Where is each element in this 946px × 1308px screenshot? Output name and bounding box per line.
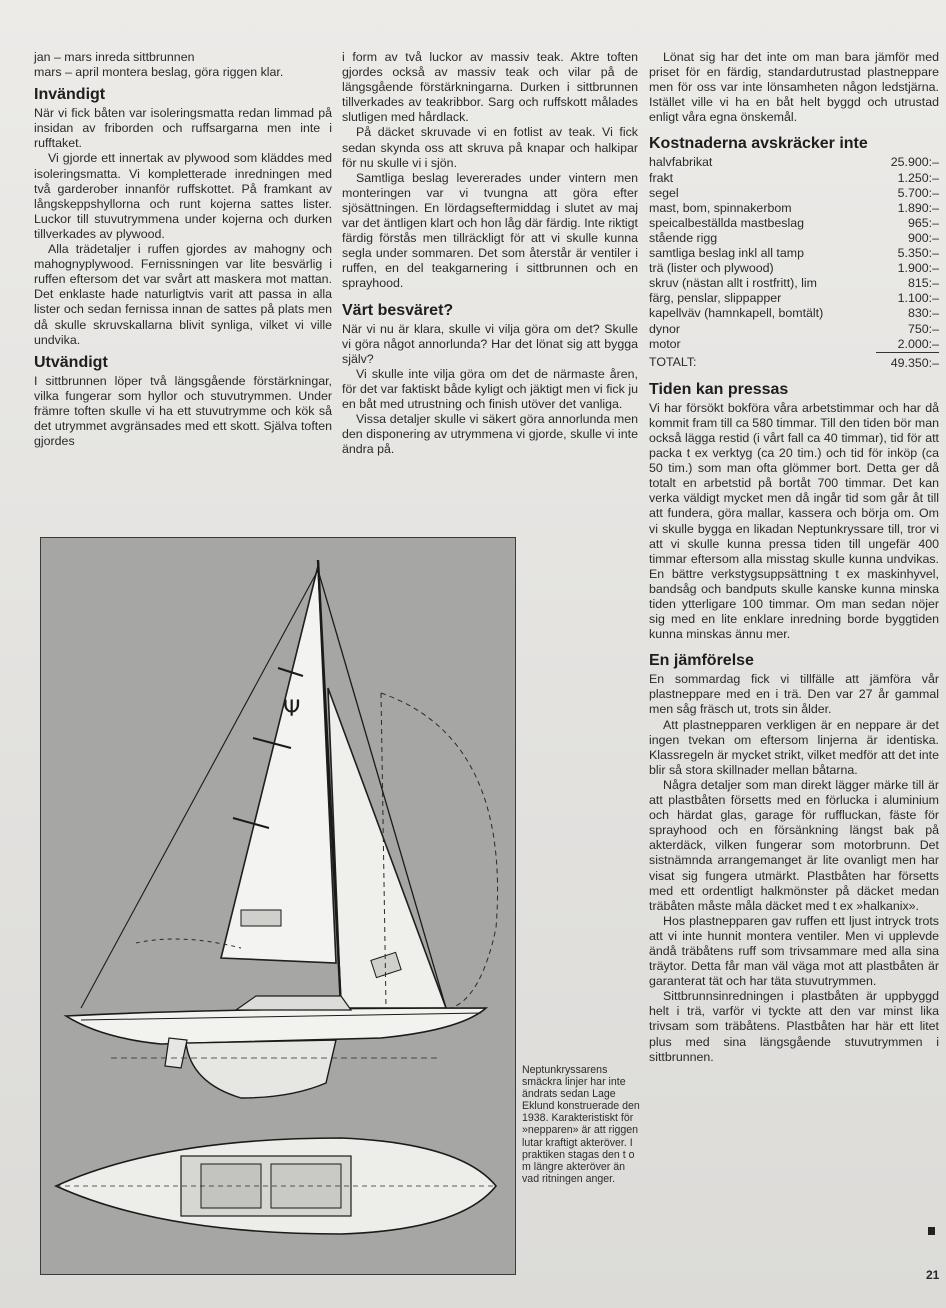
cost-label: skruv (nästan allt i rostfritt), lim <box>649 276 817 291</box>
paragraph: En sommardag fick vi tillfälle att jämföra vår plastneppare med en i trä. Den var 27 år gammal men såg fräsch ut, trots sin ålder. <box>649 672 939 717</box>
cost-label: halvfabrikat <box>649 155 713 170</box>
paragraph: Samtliga beslag levererades under vintern men monteringen var vi tvungna att göra efter sjösättningen. En lördagseftermiddag i slutet av maj var det äntligen klart och hon låg där färdig. Inte riktigt färdig förstås men tillräckligt för att vi skulle kunna segla under sommaren. Det som återstår är ventiler i ruffen, en del teakgarnering i sittbrunnen och en sprayhood. <box>342 170 638 291</box>
cost-row <box>649 322 939 337</box>
cost-label: motor <box>649 336 681 351</box>
heading-tiden: Tiden kan pressas <box>649 380 789 398</box>
cost-label: trä (lister och plywood) <box>649 261 774 276</box>
rudder <box>165 1038 187 1068</box>
paragraph: Att plastnepparen verkligen är en neppare är det ingen tvekan om eftersom linjerna är identiska. Klassregeln är mycket strikt, vilket medför att det inte blir så stora skillnader mellan båtarna. <box>649 717 939 777</box>
cost-amount: 750:– <box>907 321 939 336</box>
trident-icon: Ψ <box>283 697 301 722</box>
cost-label: frakt <box>649 170 674 185</box>
cost-row <box>649 186 939 201</box>
cost-total-label: TOTALT: <box>649 355 697 370</box>
cost-label: dynor <box>649 321 680 336</box>
paragraph: På däcket skruvade vi en fotlist av teak. Vi fick sedan skynda oss att skruva på knapar och halkipar för nu skulle vi i sjön. <box>342 125 638 170</box>
cost-amount: 815:– <box>907 276 939 291</box>
cost-label: samtliga beslag inkl all tamp <box>649 246 804 261</box>
keel <box>186 1040 336 1098</box>
cost-row <box>649 216 939 231</box>
cost-row <box>649 155 939 170</box>
page-number: 21 <box>926 1268 940 1282</box>
hull-profile <box>66 1008 486 1044</box>
cost-label: färg, penslar, slippapper <box>649 291 782 306</box>
end-mark-icon <box>928 1227 935 1235</box>
cost-amount: 830:– <box>907 306 939 321</box>
paragraph: Vi skulle inte vilja göra om det de närmaste åren, för det var faktiskt både kyligt och jäktigt men vi fick ju en båt med utrustning och finish utöver det vanliga. <box>342 366 638 411</box>
cost-amount: 25.900:– <box>890 155 939 170</box>
cost-amount: 1.100:– <box>897 291 939 306</box>
paragraph: När vi fick båten var isoleringsmatta redan limmad på insidan av friborden och ruffsargarna men inte i rufftaket. <box>34 106 332 151</box>
heading-utvandigt: Utvändigt <box>34 353 108 371</box>
cost-row <box>649 171 939 186</box>
cost-row <box>649 261 939 276</box>
cost-row <box>649 246 939 261</box>
heading-jamforelse: En jämförelse <box>649 652 754 670</box>
cost-amount: 965:– <box>907 215 939 230</box>
cost-label: kapellväv (hamnkapell, bomtält) <box>649 306 824 321</box>
cost-amount: 5.700:– <box>897 185 939 200</box>
heading-kostnader: Kostnaderna avskräcker inte <box>649 135 868 153</box>
cost-row <box>649 201 939 216</box>
paragraph: Sittbrunnsinredningen i plastbåten är uppbyggd helt i trä, varför vi tyckte att den var minst lika trivsam som träbåtens. Plastbåten har här ett litet plus med sina längsgående stuvutrymmen i sittbrunnen. <box>649 989 939 1064</box>
sailboat-drawing <box>40 537 516 1275</box>
cost-label: mast, bom, spinnakerbom <box>649 200 792 215</box>
paragraph: Lönat sig har det inte om man bara jämför med priset för en färdig, standardutrustad plastneppare men för oss var inte lönsamheten någon ledstjärna. Istället ville vi ha en båt helt byggd och utrustad enligt våra egna önskemål. <box>649 50 939 125</box>
cost-amount: 1.890:– <box>897 200 939 215</box>
paragraph: i form av två luckor av massiv teak. Aktre toften gjordes också av massiv teak och vilar på de längsgående förstärkningarna. Durken i sittbrunnen tillverkades av teakribbor. Sarg och ruffskott målades slutligen med hårdlack. <box>342 50 638 125</box>
paragraph: I sittbrunnen löper två längsgående förstärkningar, vilka fungerar som hyllor och stuvutrymmen. Under främre toften skulle vi ha ett stuvutrymme och kök så det utrymmet avgränsades med ett skott. Själva toften gjordes <box>34 373 332 449</box>
paragraph: Några detaljer som man direkt lägger märke till är att plastbåten försetts med en förlucka i aluminium och härdat glas, garage för ruffluckan, fäste för sprayhood och en försänkning längst bak på akterdäck, vilken fungerar som motorbrunn. Det sistnämnda arrangemanget är lite ovanligt men har visat sig fungera utmärkt. Plastbåten har försetts med ett ordentligt halkmönster på däcket medan träbåten måste måla däcket med t ex »halkanix». <box>649 777 939 913</box>
cost-row <box>649 276 939 291</box>
cost-label: segel <box>649 185 679 200</box>
work-schedule <box>34 50 332 80</box>
heading-vart-besvaret: Värt besväret? <box>342 301 454 319</box>
cost-row <box>649 306 939 321</box>
column-left <box>34 50 332 449</box>
figure-caption: Neptunkryssarens smäckra linjer har inte ändrats sedan Lage Eklund konstruerade den 1938. Karakteristiskt för »nepparen» är att riggen lutar kraftigt akteröver. I praktiken stagas den t o m längre akteröver än vad ritningen anger. <box>522 1064 640 1185</box>
cost-amount: 2.000:– <box>876 337 939 353</box>
cost-label: speicalbeställda mastbeslag <box>649 215 804 230</box>
paragraph: Alla trädetaljer i ruffen gjordes av mahogny och mahognyplywood. Fernissningen var lite besvärlig i ruffen eftersom det var svårt att maskera mot mattan. Det enklaste hade naturligtvis varit att passa in alla lister och sedan fernissa innan de sattes på plats men då skulle skruvskallarna blivit synliga, vilket vi ville undvika. <box>34 242 332 347</box>
paragraph: Hos plastnepparen gav ruffen ett ljust intryck trots att vi inte hunnit montera ventiler. Men vi upplevde ändå träbåtens ruff som trivsammare med alla sina träytor. Detta får man väl väga mot att plastbåten är garanterat tät och har täta stuvutrymmen. <box>649 913 939 989</box>
paragraph: Vissa detaljer skulle vi säkert göra annorlunda men den disponering av utrymmena vi gjorde, skulle vi inte ändra på. <box>342 412 638 457</box>
cost-amount: 1.900:– <box>897 261 939 276</box>
mainsail <box>221 566 336 963</box>
cost-table <box>649 155 939 370</box>
column-right <box>649 50 939 1065</box>
cost-amount: 5.350:– <box>897 246 939 261</box>
cost-label: stående rigg <box>649 230 718 245</box>
cabin-top <box>236 996 351 1010</box>
paragraph: När vi nu är klara, skulle vi vilja göra om det? Skulle vi göra något annorlunda? Har det lönat sig att bygga själv? <box>342 321 638 366</box>
paragraph: Vi gjorde ett innertak av plywood som kläddes med isoleringsmatta. Vi kompletterade inredningen med två garderober innanför ruffskottet. På framkant av långskeppshyllorna och runt kojerna sattes lister. Luckor till stuvutrymmena under kojerna och durken tillverkades av plywood. <box>34 151 332 241</box>
paragraph: Vi har försökt bokföra våra arbetstimmar och har då kommit fram till ca 580 timmar. Till den tiden bör man också lägga restid (i vårt fall ca 40 timmar), tid för att packa t ex verktyg (ca 20 tim.) och tid för inköp (ca 50 tim.) som man ofta glömmer bort. Detta ger då totalt en arbetstid på bortåt 700 timmar. Det kan verka väldigt mycket men då ingår tid som går åt till att fundera, göra mallar, kassera och börja om. Om vi skulle bygga en likadan Neptunkryssare till, tror vi att vi skulle kunna pressa tiden till ungefär 400 timmar eftersom alla misstag skulle kunna undvikas. En bättre verkstygsuppsättning t ex maskinhyvel, bandsåg och bandputs skulle kanske kunna minska tiden ytterligare 100 timmar. Om man sedan nöjer sig med en lite enklare inredning borde byggtiden kunna minskas ännu mer. <box>649 400 939 642</box>
cost-row <box>649 231 939 246</box>
cost-row <box>649 337 939 353</box>
column-middle <box>342 50 638 457</box>
cost-amount: 900:– <box>907 230 939 245</box>
cost-total-amount: 49.350:– <box>890 355 939 370</box>
sailboat-illustration <box>41 538 515 1274</box>
heading-invandigt: Invändigt <box>34 86 106 104</box>
sail-window <box>241 910 281 926</box>
schedule-line: mars – april montera beslag, göra riggen klar. <box>34 65 284 80</box>
cost-amount: 1.250:– <box>897 170 939 185</box>
schedule-line: jan – mars inreda sittbrunnen <box>34 50 195 64</box>
cost-total-row <box>649 352 939 371</box>
cost-row <box>649 291 939 306</box>
